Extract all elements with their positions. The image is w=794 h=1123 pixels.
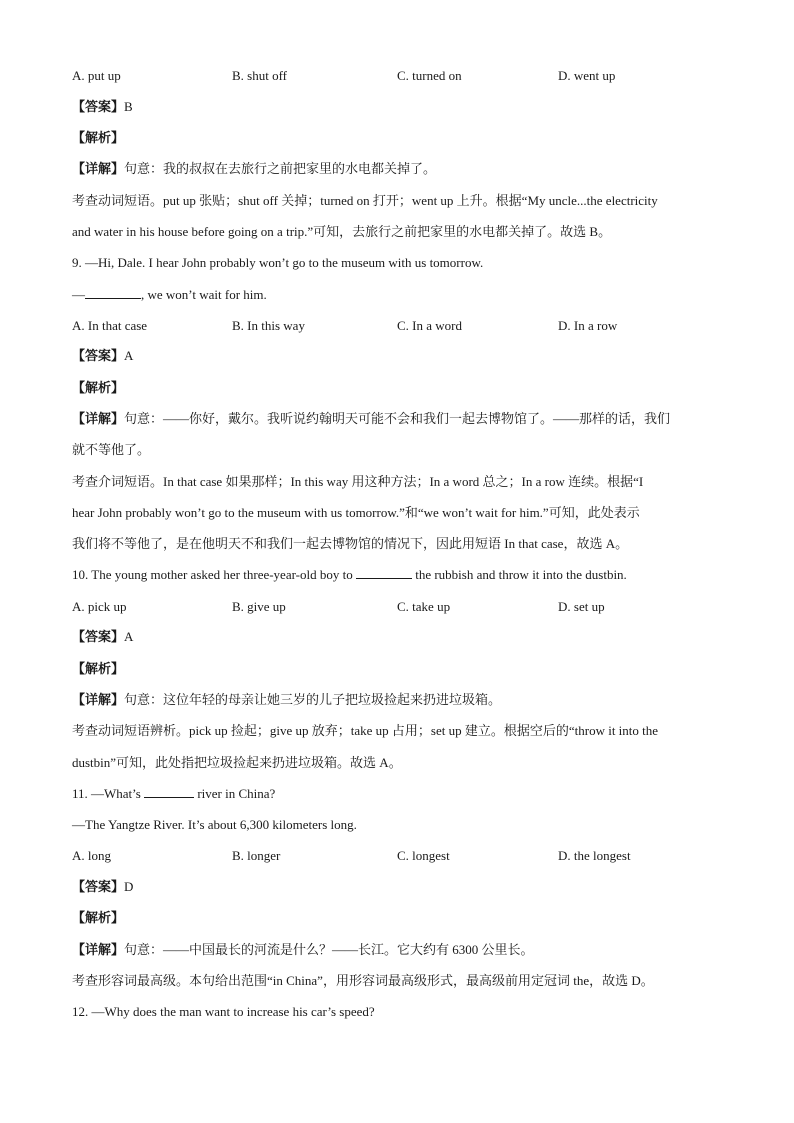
q9-option-a: A. In that case	[72, 318, 148, 333]
answer-label: 【答案】	[72, 629, 125, 644]
q8-option-d: D. went up	[558, 68, 616, 83]
q10-analysis-label: 【解析】	[72, 661, 125, 676]
q8-explain-1: 考查动词短语。put up 张贴；shut off 关掉；turned on 打开；went up 上升。根据“My uncle...the electricity	[72, 193, 658, 208]
answer-blank	[85, 286, 141, 299]
q8-detail-line	[72, 160, 436, 178]
q11-stem	[72, 785, 275, 803]
q11-answer-line	[72, 878, 133, 896]
q11-option-a: A. long	[72, 848, 111, 863]
q9-explain-3: 我们将不等他了，是在他明天不和我们一起去博物馆的情况下，因此用短语 In that case，故选 A。	[72, 536, 629, 551]
stem-text: 10. The young mother asked her three-year-old boy to	[72, 567, 356, 582]
q10-answer-line	[72, 628, 133, 646]
answer-label: 【答案】	[72, 879, 125, 894]
answer-label: 【答案】	[72, 99, 125, 114]
q11-option-d: D. the longest	[558, 848, 631, 863]
q8-option-c: C. turned on	[397, 68, 462, 83]
answer-value: D	[124, 879, 134, 894]
answer-blank	[144, 785, 194, 798]
q9-reply	[72, 286, 267, 304]
detail-label: 【详解】	[72, 161, 125, 176]
answer-label: 【答案】	[72, 348, 125, 363]
q8-explain-2: and water in his house before going on a trip.”可知，去旅行之前把家里的水电都关掉了。故选 B。	[72, 224, 612, 239]
q8-answer-line	[72, 98, 133, 116]
q10-detail-line	[72, 691, 501, 709]
q9-option-b: B. In this way	[232, 318, 305, 333]
reply-dash: —	[72, 287, 85, 302]
answer-blank	[356, 566, 412, 579]
q11-explain: 考查形容词最高级。本句给出范围“in China”，用形容词最高级形式，最高级前用定冠词 the，故选 D。	[72, 973, 654, 988]
q10-option-a: A. pick up	[72, 599, 127, 614]
detail-text: 句意：这位年轻的母亲让她三岁的儿子把垃圾捡起来扔进垃圾箱。	[124, 692, 502, 707]
detail-text: 句意：——中国最长的河流是什么？——长江。它大约有 6300 公里长。	[124, 942, 534, 957]
q8-option-b: B. shut off	[232, 68, 288, 83]
q9-explain-2: hear John probably won’t go to the museum with us tomorrow.”和“we won’t wait for him.”可知，此处表示	[72, 505, 640, 520]
q10-explain-1: 考查动词短语辨析。pick up 捡起；give up 放弃；take up 占用；set up 建立。根据空后的“throw it into the	[72, 723, 659, 738]
detail-text: 句意：——你好，戴尔。我听说约翰明天可能不会和我们一起去博物馆了。——那样的话，我们	[124, 411, 671, 426]
q11-reply: —The Yangtze River. It’s about 6,300 kilometers long.	[72, 817, 357, 832]
q10-stem	[72, 566, 627, 584]
q10-option-c: C. take up	[397, 599, 451, 614]
q9-option-d: D. In a row	[558, 318, 618, 333]
q10-explain-2: dustbin”可知，此处指把垃圾捡起来扔进垃圾箱。故选 A。	[72, 755, 402, 770]
answer-value: A	[124, 629, 134, 644]
detail-label: 【详解】	[72, 692, 125, 707]
q9-analysis-label: 【解析】	[72, 380, 125, 395]
answer-value: B	[124, 99, 133, 114]
q9-option-c: C. In a word	[397, 318, 462, 333]
q9-stem: 9. —Hi, Dale. I hear John probably won’t go to the museum with us tomorrow.	[72, 255, 484, 270]
q8-option-a: A. put up	[72, 68, 121, 83]
q9-detail-line-1	[72, 410, 670, 428]
q11-option-c: C. longest	[397, 848, 450, 863]
q11-detail-line	[72, 941, 534, 959]
answer-value: A	[124, 348, 134, 363]
q9-explain-1: 考查介词短语。In that case 如果那样；In this way 用这种方法；In a word 总之；In a row 连续。根据“I	[72, 474, 644, 489]
detail-label: 【详解】	[72, 942, 125, 957]
stem-text-end: the rubbish and throw it into the dustbin.	[411, 567, 627, 582]
detail-text: 句意：我的叔叔在去旅行之前把家里的水电都关掉了。	[124, 161, 437, 176]
q10-option-d: D. set up	[558, 599, 605, 614]
q8-analysis-label: 【解析】	[72, 130, 125, 145]
stem-text-end: river in China?	[194, 786, 276, 801]
q11-option-b: B. longer	[232, 848, 281, 863]
q12-stem: 12. —Why does the man want to increase his car’s speed?	[72, 1004, 375, 1019]
reply-text: , we won’t wait for him.	[141, 287, 267, 302]
detail-label: 【详解】	[72, 411, 125, 426]
q11-analysis-label: 【解析】	[72, 910, 125, 925]
q9-detail-line-2: 就不等他了。	[72, 442, 151, 457]
q9-answer-line	[72, 347, 133, 365]
q10-option-b: B. give up	[232, 599, 286, 614]
stem-text: 11. —What’s	[72, 786, 145, 801]
